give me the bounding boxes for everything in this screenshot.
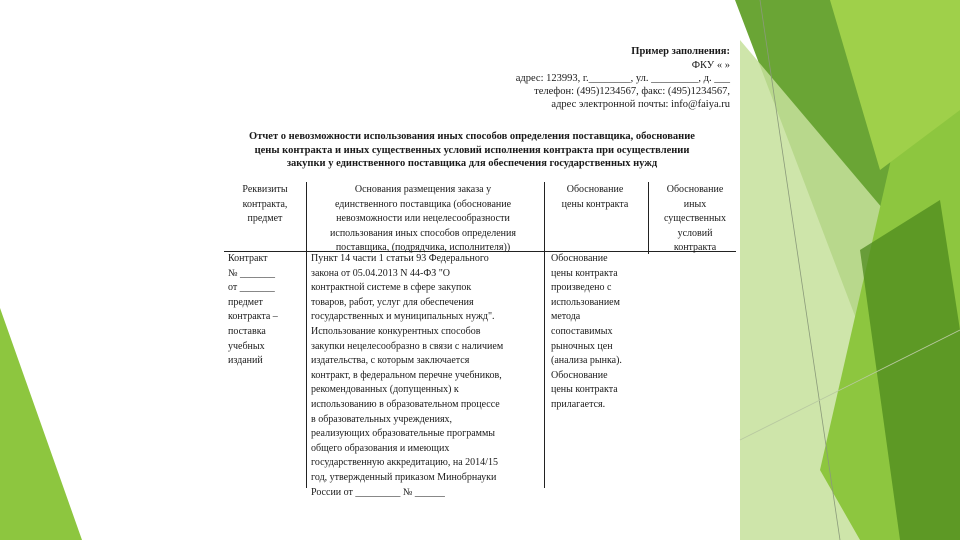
- cell-text: в образовательных учреждениях,: [311, 413, 453, 425]
- cell-text: цены контракта: [551, 267, 618, 279]
- cell-text: контрактной системе в сфере закупок: [311, 282, 472, 294]
- table-column-divider: [544, 182, 545, 488]
- title-line: закупки у единственного поставщика для обеспечения государственных нужд: [286, 158, 658, 169]
- cell-text: Контракт: [228, 253, 268, 264]
- cell-text: закупки нецелесообразно в связи с наличием: [311, 340, 504, 352]
- cell-text: государственную аккредитацию, на 2014/15: [311, 457, 498, 469]
- header-text: единственного поставщика (обоснование: [334, 198, 512, 210]
- cell-text: Обоснование: [551, 369, 608, 381]
- cell-text: Пункт 14 части 1 статьи 93 Федерального: [311, 253, 489, 264]
- cell-single-supplier-basis: [311, 252, 539, 500]
- title-line: Отчет о невозможности использования иных способов определения поставщика, обоснование: [249, 131, 695, 142]
- header-text: поставщика, (подрядчика, исполнителя)): [335, 242, 511, 254]
- header-text: Обоснование: [566, 184, 624, 195]
- title-line: цены контракта и иных существенных условий исполнения контракта при осуществлении: [254, 144, 690, 156]
- header-text: невозможности или нецелесообразности: [336, 213, 510, 225]
- cell-text: закона от 05.04.2013 N 44-ФЗ "О: [311, 267, 451, 279]
- cell-text: Использование конкурентных способов: [311, 325, 481, 337]
- header-text: Обоснование: [666, 184, 724, 195]
- cell-text: прилагается.: [551, 398, 606, 410]
- document-organization: ФКУ « »: [691, 60, 730, 71]
- cell-text: контракта –: [228, 311, 278, 323]
- document-email: адрес электронной почты: info@faiya.ru: [551, 99, 730, 110]
- document-page: [222, 40, 742, 500]
- cell-text: рыночных цен: [551, 340, 613, 352]
- header-text: предмет: [247, 213, 283, 225]
- header-text: использования иных способов определения: [330, 227, 516, 239]
- cell-text: поставка: [228, 325, 266, 337]
- cell-text: учебных: [228, 340, 265, 352]
- header-text: иных: [683, 198, 707, 210]
- cell-price-justification: [551, 252, 649, 413]
- header-text: Основания размещения заказа у: [354, 184, 492, 195]
- header-text: Реквизиты: [242, 184, 288, 195]
- header-text: контракта,: [242, 198, 288, 210]
- header-text: контракта: [673, 242, 717, 254]
- cell-text: реализующих образовательные программы: [311, 428, 496, 440]
- cell-text: сопоставимых: [551, 325, 613, 337]
- cell-text: государственных и муниципальных нужд".: [311, 311, 495, 323]
- cell-text: Обоснование: [551, 253, 608, 264]
- document-phone: телефон: (495)1234567, факс: (495)1234567,: [534, 86, 730, 97]
- cell-text: произведено с: [551, 282, 612, 294]
- cell-text: год, утвержденный приказом Минобрнауки: [311, 471, 497, 483]
- cell-text: (анализа рынка).: [551, 355, 622, 367]
- table-header-rule: [224, 251, 736, 252]
- header-price-justification: [540, 183, 650, 212]
- cell-text: метода: [551, 311, 581, 323]
- cell-text: издательства, с которым заключается: [311, 355, 470, 367]
- left-green-triangle: [0, 308, 82, 540]
- document-sample-label: Пример заполнения:: [631, 46, 730, 57]
- header-single-supplier-basis: [308, 183, 538, 256]
- cell-text: товаров, работ, услуг для обеспечения: [311, 296, 474, 308]
- header-contract-details: [226, 183, 304, 227]
- cell-text: изданий: [228, 355, 263, 367]
- header-text: цены контракта: [561, 198, 629, 210]
- document-title: [222, 130, 722, 171]
- cell-text: предмет: [228, 296, 263, 308]
- cell-text: контракт, в федеральном перечне учебников,: [311, 369, 502, 381]
- document-address: адрес: 123993, г.________, ул. _________, д. ___: [515, 73, 730, 84]
- cell-text: цены контракта: [551, 384, 618, 396]
- cell-text: общего образования и имеющих: [311, 442, 450, 454]
- cell-text: от _______: [228, 282, 275, 294]
- header-other-conditions: [650, 183, 740, 256]
- cell-contract-details: [228, 252, 306, 369]
- cell-text: № _______: [228, 267, 276, 279]
- cell-text: использованием: [551, 296, 620, 308]
- header-text: существенных: [663, 213, 727, 225]
- table-column-divider: [306, 182, 307, 488]
- table-column-divider: [648, 182, 649, 254]
- cell-text: использованию в образовательном процессе: [311, 398, 500, 410]
- header-text: условий: [677, 227, 713, 239]
- cell-text: России от _________ № ______: [311, 486, 445, 498]
- cell-text: рекомендованных (допущенных) к: [311, 384, 459, 396]
